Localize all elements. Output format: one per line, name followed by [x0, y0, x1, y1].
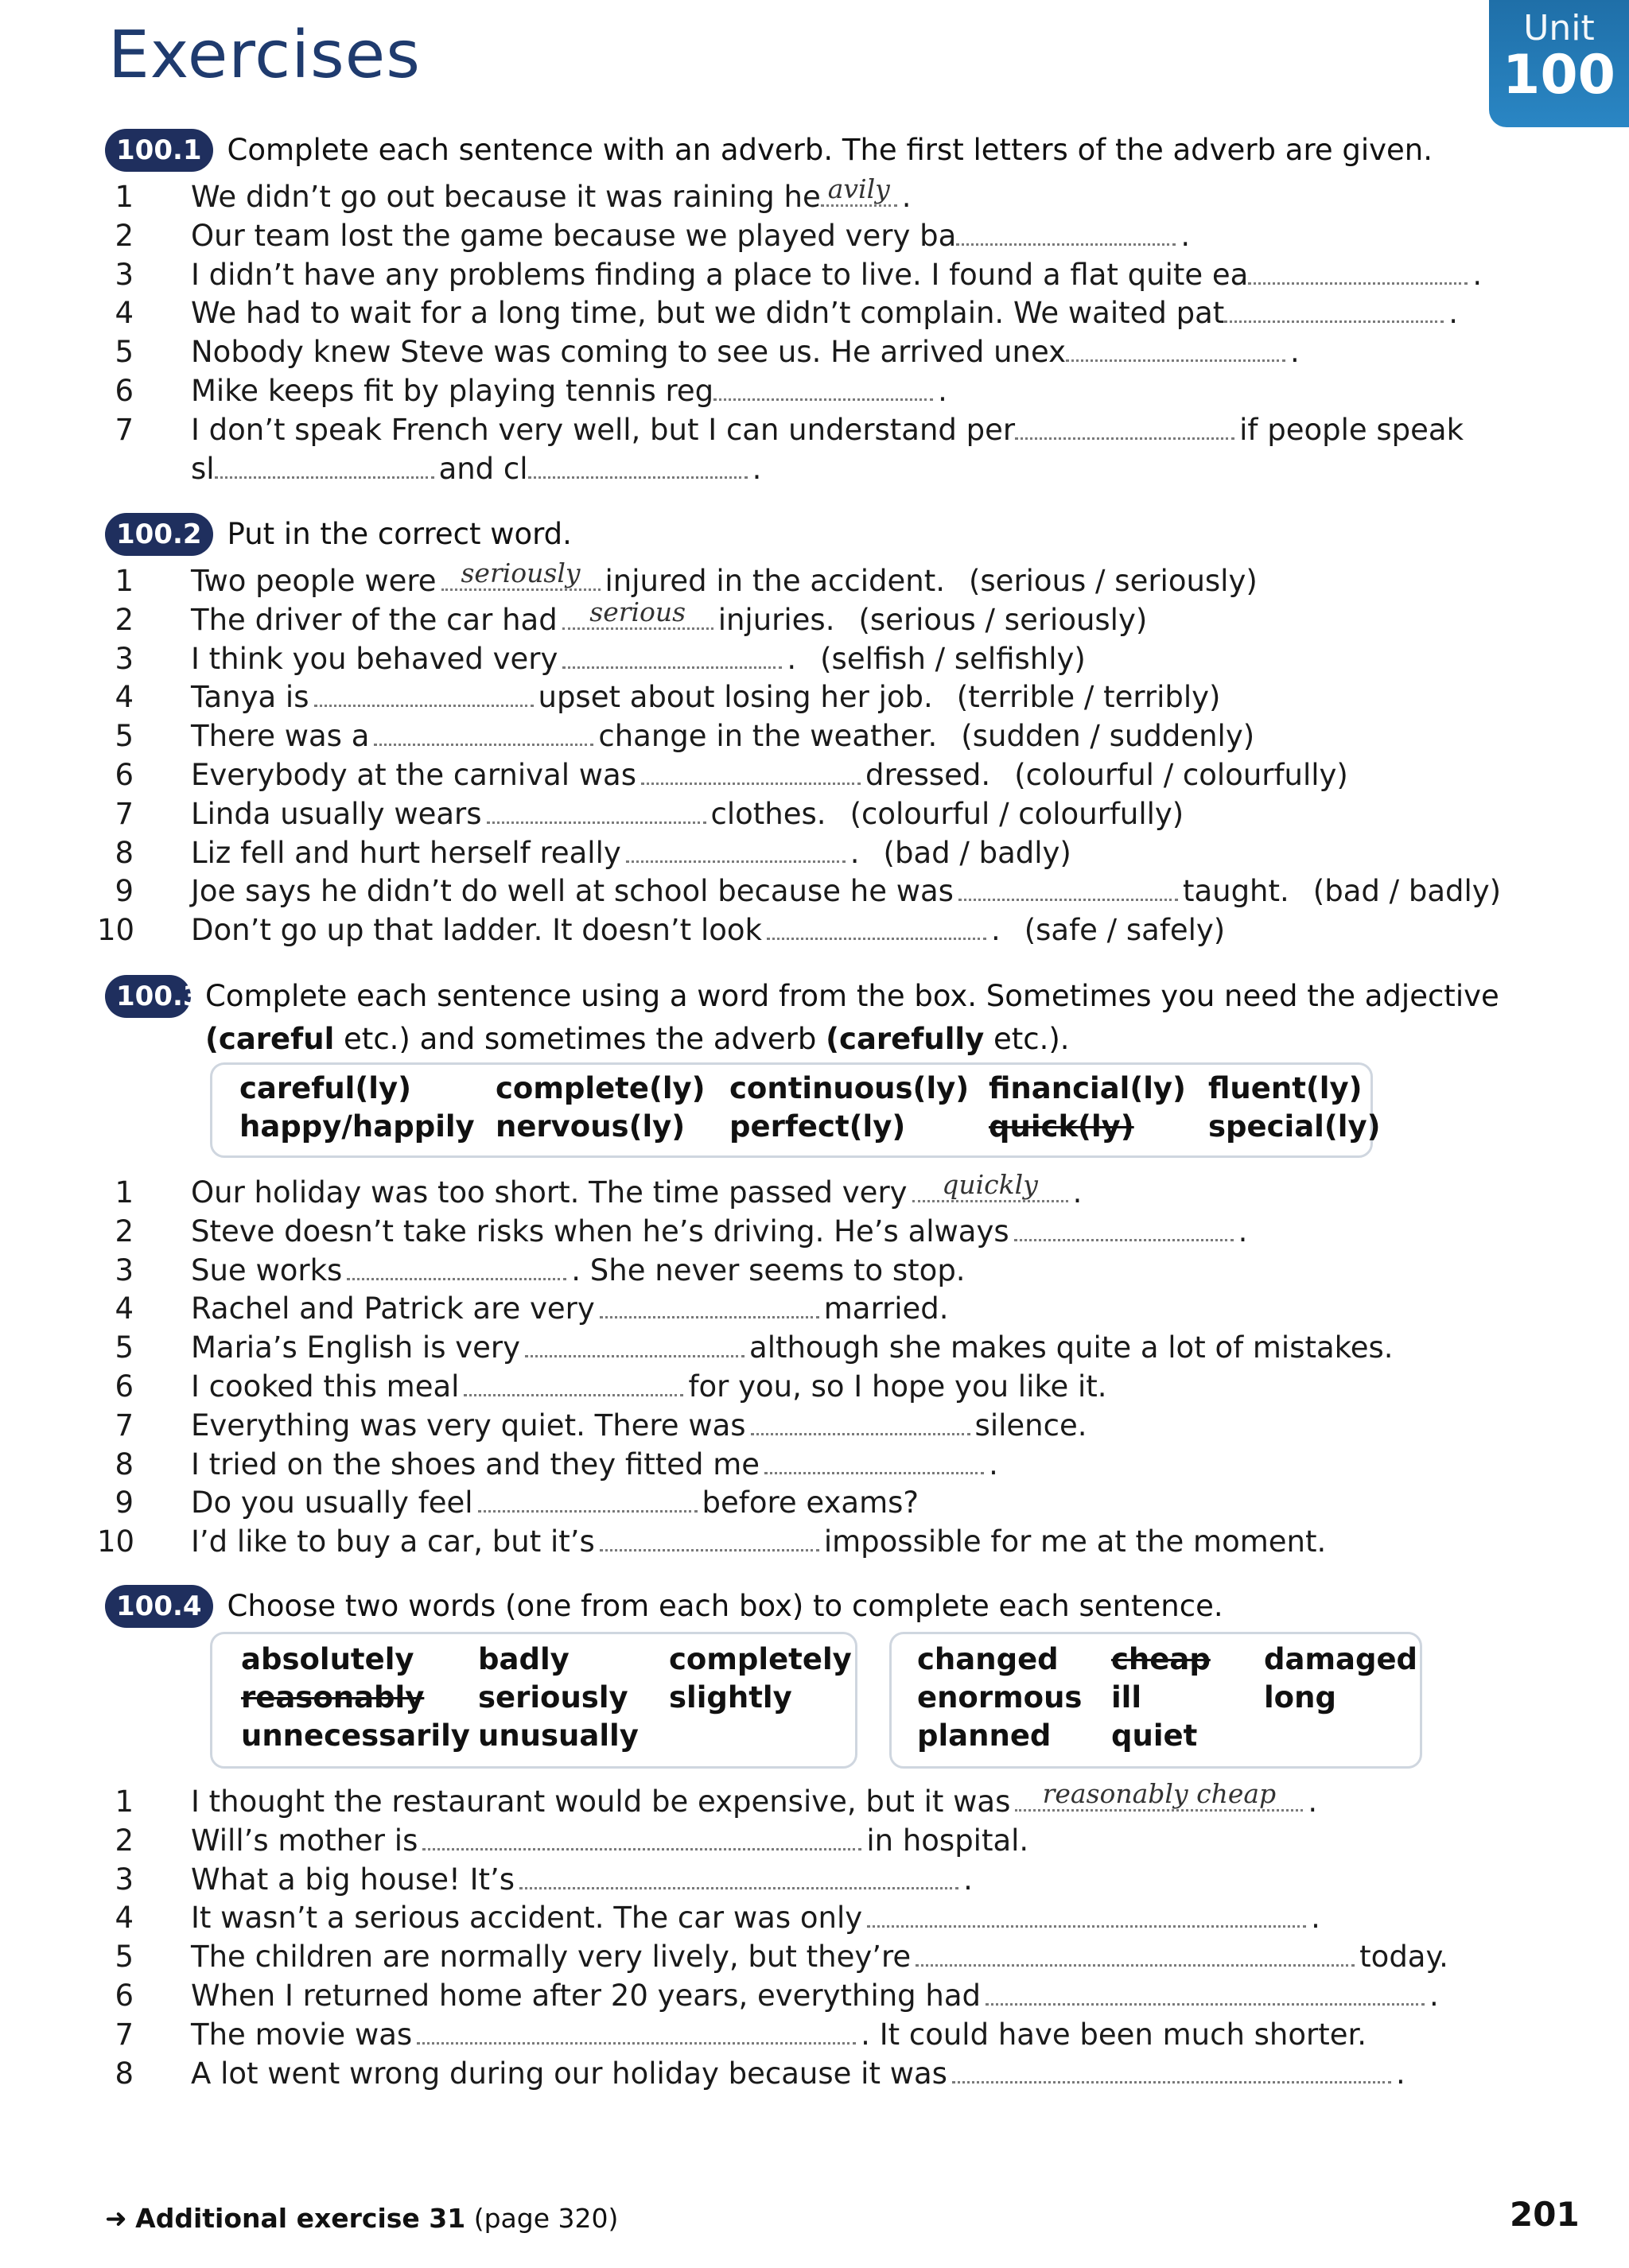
sentence-end: injuries. — [717, 602, 835, 637]
sentence-end: impossible for me at the moment. — [823, 1524, 1327, 1559]
exercise-line — [115, 217, 1482, 256]
sentence-end: today. — [1359, 1940, 1448, 1975]
exercise-badge: 100.4 — [105, 1585, 213, 1628]
sentence-start: Nobody knew Steve was coming to see us. He arrived unex — [191, 335, 1067, 370]
answer-blank[interactable] — [464, 1370, 683, 1396]
exercise-3-lines — [97, 1169, 1394, 1562]
box-word: nervous(ly) — [496, 1109, 686, 1144]
answer-blank[interactable] — [713, 375, 933, 401]
answer-blank[interactable] — [215, 452, 434, 479]
line-number: 1 — [115, 180, 134, 214]
line-number: 7 — [115, 796, 134, 831]
exercise-line — [115, 1407, 1394, 1446]
answer-blank[interactable] — [952, 2057, 1391, 2084]
line-number: 9 — [115, 874, 134, 909]
sentence-start: The driver of the car had — [191, 602, 558, 637]
exercise-line — [115, 557, 1501, 601]
box-word: absolutely — [241, 1642, 414, 1676]
box-word: unusually — [478, 1718, 639, 1753]
sentence-start: Everything was very quiet. There was — [191, 1408, 746, 1443]
sentence-start: The movie was — [191, 2017, 413, 2052]
exercise-line — [115, 372, 1482, 411]
sentence-start: I thought the restaurant would be expensive, but it was — [191, 1784, 1011, 1819]
sentence-end: for you, so I hope you like it. — [688, 1369, 1107, 1404]
line-number: 9 — [115, 1485, 134, 1520]
answer-blank[interactable] — [867, 1901, 1306, 1928]
additional-exercise-link[interactable] — [105, 2203, 618, 2234]
box-word-crossed-out: quick(ly) — [989, 1109, 1134, 1144]
sentence-start: A lot went wrong during our holiday because it was — [191, 2056, 947, 2091]
sentence-start: Everybody at the carnival was — [191, 757, 636, 792]
box-word: happy/happily — [239, 1109, 475, 1144]
line-number: 10 — [97, 913, 135, 948]
page-number: 201 — [1510, 2195, 1580, 2234]
answer-blank[interactable] — [641, 759, 861, 785]
sentence-middle: and cl — [438, 451, 528, 486]
exercise-4-header — [105, 1585, 1223, 1628]
sentence-end: . — [990, 913, 1001, 948]
sentence-start: I’d like to buy a car, but it’s — [191, 1524, 595, 1559]
line-number: 3 — [115, 1862, 134, 1897]
exercise-badge: 100.1 — [105, 129, 213, 172]
answer-blank[interactable] — [374, 720, 593, 746]
exercise-instruction: Complete each sentence using a word from the box. Sometimes you need the adjective (careful etc.) and sometimes the adverb (carefully etc.). — [205, 979, 1499, 1056]
exercise-line — [115, 717, 1501, 756]
answer-blank[interactable] — [986, 1979, 1425, 2006]
sentence-end: clothes. — [710, 796, 826, 831]
line-number: 4 — [115, 680, 134, 715]
exercise-line — [115, 173, 1482, 217]
line-number: 8 — [115, 1447, 134, 1482]
sentence-end: . — [1180, 218, 1191, 253]
exercise-line — [115, 1778, 1448, 1822]
exercise-line — [115, 1368, 1394, 1407]
sentence-start: Steve doesn’t take risks when he’s driving. He’s always — [191, 1214, 1009, 1249]
exercise-line — [115, 596, 1501, 640]
exercise-line — [115, 872, 1502, 911]
answer-blank[interactable] — [1015, 414, 1234, 440]
sentence-start: I tried on the shoes and they fitted me — [191, 1447, 760, 1482]
exercise-line — [115, 1861, 1448, 1900]
line-number: 1 — [115, 1784, 134, 1819]
answer-blank[interactable] — [422, 1824, 861, 1851]
sentence-end: . — [1395, 2056, 1405, 2091]
line-number: 4 — [115, 1901, 134, 1936]
sentence-end: . — [963, 1862, 973, 1897]
sentence-end: in hospital. — [866, 1823, 1029, 1858]
box-word-crossed-out: cheap — [1111, 1642, 1211, 1676]
sentence-end: . — [1311, 1901, 1320, 1936]
box-word: changed — [917, 1642, 1059, 1676]
sentence-start: Liz fell and hurt herself really — [191, 835, 621, 870]
sentence-start: Our team lost the game because we played very ba — [191, 218, 957, 253]
answer-blank[interactable] — [958, 875, 1178, 901]
answer-blank[interactable] — [600, 1292, 819, 1318]
sentence-end: . — [1472, 257, 1483, 292]
exercise-line — [115, 2055, 1448, 2094]
sentence-end: dressed. — [865, 757, 991, 792]
box-word: fluent(ly) — [1208, 1071, 1363, 1105]
line-number: 4 — [115, 296, 134, 331]
line-number: 8 — [115, 835, 134, 870]
answer-blank[interactable] — [764, 1448, 984, 1474]
exercise-line — [115, 2016, 1448, 2055]
sentence-end: . — [901, 180, 912, 214]
answer-blank[interactable] — [912, 1169, 1068, 1202]
exercise-badge: 100.2 — [105, 513, 213, 556]
sentence-end: . — [1072, 1175, 1083, 1210]
exercise-line — [115, 795, 1501, 834]
line-number: 3 — [115, 257, 134, 292]
handwritten-answer: avily — [827, 173, 890, 204]
handwritten-answer: reasonably cheap — [1042, 1778, 1277, 1809]
sentence-end: before exams? — [702, 1485, 919, 1520]
sentence-end: although she makes quite a lot of mistakes. — [749, 1330, 1394, 1365]
page-title: Exercises — [108, 17, 421, 93]
answer-blank[interactable] — [562, 643, 782, 669]
answer-blank[interactable] — [347, 1254, 566, 1280]
line-number: 3 — [115, 1252, 134, 1287]
sentence-start: I cooked this meal — [191, 1369, 460, 1404]
box-word: financial(ly) — [989, 1071, 1186, 1105]
sentence-end: . She never seems to stop. — [571, 1252, 966, 1287]
box-word-crossed-out: reasonably — [241, 1680, 425, 1715]
line-number: 6 — [115, 1978, 134, 2013]
line-number: 2 — [115, 602, 134, 637]
exercise-4-lines — [115, 1778, 1448, 2093]
sentence-start: Will’s mother is — [191, 1823, 418, 1858]
exercise-line — [115, 411, 1482, 450]
line-number: 7 — [115, 2017, 134, 2052]
sentence-start: It wasn’t a serious accident. The car was only — [191, 1901, 863, 1936]
line-number: 10 — [97, 1524, 135, 1559]
word-options: (safe / safely) — [1024, 913, 1226, 948]
exercise-line — [115, 834, 1501, 873]
unit-label: Unit — [1523, 8, 1595, 49]
line-number: 1 — [115, 564, 134, 598]
exercise-line — [115, 1290, 1394, 1329]
exercise-line — [115, 1446, 1394, 1485]
handwritten-answer: serious — [589, 596, 686, 627]
box-word: planned — [917, 1718, 1052, 1753]
line-number: 6 — [115, 1369, 134, 1404]
exercise-line — [115, 1938, 1448, 1977]
box-word: completely — [669, 1642, 852, 1676]
answer-blank[interactable] — [751, 1409, 970, 1435]
exercise-line — [115, 1213, 1394, 1252]
sentence-start: We didn’t go out because it was raining he — [191, 180, 821, 214]
word-box-2 — [889, 1632, 1422, 1769]
sentence-start: Do you usually feel — [191, 1485, 473, 1520]
sentence-start: Linda usually wears — [191, 796, 482, 831]
sentence-start: Rachel and Patrick are very — [191, 1291, 595, 1326]
box-word: damaged — [1264, 1642, 1418, 1676]
exercise-line — [115, 333, 1482, 372]
box-word: long — [1264, 1680, 1336, 1715]
sentence-end: . — [1308, 1784, 1318, 1819]
word-box — [210, 1062, 1381, 1158]
line-number: 5 — [115, 1940, 134, 1975]
exercise-1-header — [105, 129, 1433, 172]
answer-blank[interactable] — [528, 452, 748, 479]
additional-exercise-label: Additional exercise 31 — [135, 2203, 466, 2234]
sentence-start: Maria’s English is very — [191, 1330, 521, 1365]
sentence-end: taught. — [1182, 874, 1289, 909]
answer-blank[interactable] — [441, 557, 601, 591]
line-number: 6 — [115, 757, 134, 792]
line-number: 6 — [115, 373, 134, 408]
answer-blank[interactable] — [767, 914, 986, 940]
word-options: (bad / badly) — [883, 835, 1071, 870]
sentence-start: Our holiday was too short. The time passed very — [191, 1175, 908, 1210]
exercise-instruction: Put in the correct word. — [227, 517, 572, 551]
answer-blank[interactable] — [1066, 336, 1285, 362]
sentence-start: We had to wait for a long time, but we didn’t complain. We waited pat — [191, 296, 1225, 331]
box-word: seriously — [478, 1680, 628, 1715]
word-options: (selfish / selfishly) — [820, 641, 1086, 676]
sentence-end: . It could have been much shorter. — [861, 2017, 1367, 2052]
answer-blank[interactable] — [1224, 297, 1444, 323]
sentence-end: injured in the accident. — [605, 564, 945, 598]
box-word: complete(ly) — [496, 1071, 706, 1105]
answer-blank[interactable] — [487, 798, 706, 824]
answer-blank[interactable] — [916, 1940, 1355, 1967]
sentence-end: upset about losing her job. — [538, 680, 933, 715]
box-word: ill — [1111, 1680, 1142, 1715]
sentence-end: change in the weather. — [598, 719, 938, 754]
sentence-start: I don’t speak French very well, but I can understand per — [191, 412, 1016, 447]
sentence-start: Tanya is — [191, 680, 309, 715]
answer-blank[interactable] — [1014, 1215, 1234, 1241]
sentence-end: . — [752, 451, 762, 486]
sentence-end: silence. — [974, 1408, 1087, 1443]
exercise-line — [115, 1329, 1394, 1368]
line-number: 2 — [115, 218, 134, 253]
sentence-end: . — [1429, 1978, 1439, 2013]
answer-blank[interactable] — [626, 837, 846, 863]
sentence-start: Don’t go up that ladder. It doesn’t look — [191, 913, 762, 948]
sentence-start: Sue works — [191, 1252, 343, 1287]
exercise-line — [115, 1484, 1394, 1523]
line-number: 5 — [115, 1330, 134, 1365]
answer-blank[interactable] — [478, 1486, 698, 1513]
exercise-line — [115, 756, 1501, 795]
word-options: (bad / badly) — [1312, 874, 1502, 909]
word-box-1 — [210, 1632, 857, 1769]
box-word: careful(ly) — [239, 1071, 411, 1105]
answer-blank[interactable] — [417, 2018, 856, 2045]
answer-blank[interactable] — [314, 681, 534, 707]
exercise-line — [115, 1169, 1394, 1213]
exercise-line — [115, 256, 1483, 295]
exercise-line — [115, 678, 1501, 717]
word-options: (colourful / colourfully) — [1014, 757, 1348, 792]
line-number: 7 — [115, 412, 134, 447]
answer-blank[interactable] — [600, 1525, 819, 1551]
exercise-instruction: Complete each sentence with an adverb. The first letters of the adverb are given. — [227, 133, 1433, 167]
sentence-end: married. — [823, 1291, 949, 1326]
handwritten-answer: quickly — [942, 1169, 1038, 1200]
exercise-line — [115, 294, 1482, 333]
sentence-end: if people speak — [1239, 412, 1464, 447]
sentence-start: The children are normally very lively, but they’re — [191, 1940, 912, 1975]
line-number: 5 — [115, 719, 134, 754]
sentence-end: . — [849, 835, 860, 870]
answer-blank[interactable] — [956, 219, 1176, 246]
line-number: 7 — [115, 1408, 134, 1443]
line-number: 8 — [115, 2056, 134, 2091]
exercise-line — [115, 640, 1501, 679]
sentence-end: . — [989, 1447, 998, 1482]
arrow-right-icon: ➜ — [105, 2203, 127, 2234]
exercise-2-lines — [97, 557, 1502, 950]
word-options: (colourful / colourfully) — [849, 796, 1184, 831]
unit-number: 100 — [1503, 44, 1615, 107]
box-word: perfect(ly) — [729, 1109, 906, 1144]
box-word: unnecessarily — [241, 1718, 470, 1753]
unit-tab — [1489, 0, 1629, 127]
answer-blank[interactable] — [1248, 258, 1468, 285]
box-word: slightly — [669, 1680, 792, 1715]
answer-blank[interactable] — [562, 596, 713, 630]
additional-exercise-page: (page 320) — [473, 2203, 619, 2234]
sentence-end: . — [1238, 1214, 1248, 1249]
sentence-end: . — [1448, 296, 1459, 331]
sentence-start: sl — [191, 451, 215, 486]
sentence-end: . — [787, 641, 797, 676]
sentence-start: I didn’t have any problems finding a place to live. I found a flat quite ea — [191, 257, 1249, 292]
sentence-end: . — [938, 373, 947, 408]
exercise-line — [115, 1977, 1448, 2016]
line-number: 2 — [115, 1823, 134, 1858]
box-word: enormous — [917, 1680, 1083, 1715]
sentence-start: Mike keeps fit by playing tennis reg — [191, 373, 714, 408]
answer-blank[interactable] — [519, 1863, 958, 1889]
box-word: special(ly) — [1208, 1109, 1381, 1144]
answer-blank[interactable] — [1015, 1778, 1303, 1812]
word-options: (serious / seriously) — [858, 602, 1148, 637]
word-options: (terrible / terribly) — [956, 680, 1221, 715]
exercise-line — [115, 1822, 1448, 1861]
word-options: (serious / seriously) — [968, 564, 1258, 598]
exercise-line — [115, 1252, 1394, 1291]
exercise-line — [97, 911, 1501, 950]
box-word: quiet — [1111, 1718, 1198, 1753]
answer-blank[interactable] — [525, 1331, 745, 1357]
sentence-start: Joe says he didn’t do well at school because he was — [191, 874, 954, 909]
sentence-start: When I returned home after 20 years, everything had — [191, 1978, 982, 2013]
box-word: badly — [478, 1642, 570, 1676]
exercise-2-header — [105, 513, 572, 556]
sentence-end: . — [1290, 335, 1300, 370]
exercise-line — [97, 1523, 1394, 1562]
exercise-3-header — [105, 975, 1505, 1061]
exercise-badge: 100.3 — [105, 975, 191, 1018]
sentence-start: There was a — [191, 719, 370, 754]
line-number: 4 — [115, 1291, 134, 1326]
box-word: continuous(ly) — [729, 1071, 970, 1105]
sentence-start: Two people were — [191, 564, 437, 598]
word-options: (sudden / suddenly) — [961, 719, 1255, 754]
line-number: 2 — [115, 1214, 134, 1249]
exercise-1-lines — [115, 173, 1483, 488]
sentence-start: I think you behaved very — [191, 641, 558, 676]
exercise-line-continued — [191, 450, 1482, 489]
exercise-line — [115, 1899, 1448, 1938]
line-number: 5 — [115, 335, 134, 370]
answer-blank[interactable] — [821, 173, 897, 207]
exercise-instruction: Choose two words (one from each box) to complete each sentence. — [227, 1589, 1223, 1623]
line-number: 3 — [115, 641, 134, 676]
sentence-start: What a big house! It’s — [191, 1862, 515, 1897]
handwritten-answer: seriously — [461, 557, 581, 588]
line-number: 1 — [115, 1175, 134, 1210]
